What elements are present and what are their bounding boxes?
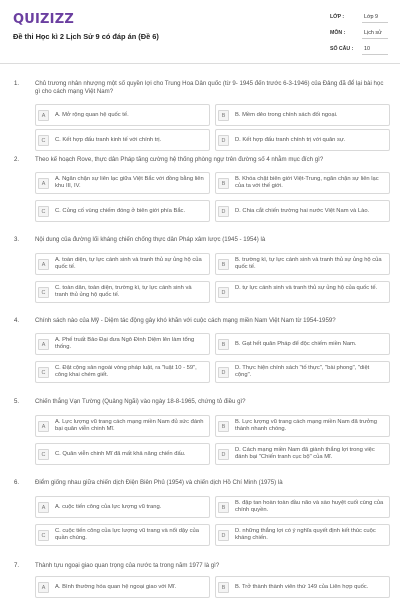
option-letter: A: [38, 582, 49, 593]
option-text: C. toàn dân, toàn diện, trường kì, tự lực cánh sinh và tranh thủ ủng hộ quốc tế.: [55, 285, 192, 299]
option-text: A. Bình thường hóa quan hệ ngoại giao với Mĩ.: [55, 584, 177, 590]
option-text: D. tự lực cánh sinh và tranh thủ sự ủng hộ của quốc tế.: [235, 285, 378, 291]
option-a[interactable]: [35, 415, 210, 437]
option-text: A. cuộc tiến công của lực lượng vũ trang.: [55, 504, 162, 510]
header-divider: [0, 63, 400, 64]
option-c[interactable]: [35, 361, 210, 383]
option-b[interactable]: [215, 576, 390, 598]
option-letter: B: [218, 259, 229, 270]
question-count-underline: [362, 54, 388, 55]
option-letter: A: [38, 502, 49, 513]
class-label: LỚP :: [330, 14, 345, 20]
question-number: 1.: [14, 80, 20, 87]
option-letter: A: [38, 259, 49, 270]
option-d[interactable]: [215, 200, 390, 222]
option-text: A. Mở rộng quan hệ quốc tế.: [55, 112, 129, 118]
question-count-label: SỐ CÂU :: [330, 46, 354, 52]
option-text: C. Đặt cộng sản ngoài vòng pháp luật, ra "luật 10 - 59", công khai chém giết.: [55, 365, 197, 379]
option-text: B. trường kì, tự lực cánh sinh và tranh thủ sự ủng hộ của quốc tế.: [235, 257, 382, 271]
option-a[interactable]: [35, 496, 210, 518]
option-c[interactable]: [35, 129, 210, 151]
option-text: C. Củng cố vùng chiếm đóng ở biên giới phía Bắc.: [55, 208, 186, 214]
question-text: Theo kế hoạch Rove, thực dân Pháp tăng cường hệ thống phòng ngự trên đường số 4 nhằm mục đích gì?: [35, 156, 324, 163]
option-text: B. Khóa chặt biên giới Việt-Trung, ngăn chặn sự liên lạc của ta với thế giới.: [235, 176, 379, 190]
question-number: 4.: [14, 317, 20, 324]
option-letter: B: [218, 582, 229, 593]
option-letter: D: [218, 449, 229, 460]
question-number: 7.: [14, 562, 20, 569]
option-text: C. Kết hợp đấu tranh kinh tế với chính trị.: [55, 137, 162, 143]
option-text: C. Quân viễn chinh Mĩ đã mất khả năng chiến đấu.: [55, 451, 186, 457]
option-text: A. Phế truất Bảo Đại đưa Ngô Đình Diệm lên làm tổng thống.: [55, 337, 195, 351]
question-text: Điểm giống nhau giữa chiến dịch Điện Biên Phủ (1954) và chiến dịch Hồ Chí Minh (1975) là: [35, 479, 283, 486]
option-letter: B: [218, 178, 229, 189]
option-letter: B: [218, 502, 229, 513]
option-b[interactable]: [215, 496, 390, 518]
option-text: C. cuộc tiến công của lực lượng vũ trang và nổi dậy của quần chúng.: [55, 528, 200, 542]
option-letter: B: [218, 339, 229, 350]
option-d[interactable]: [215, 443, 390, 465]
option-text: A. Ngăn chặn sự liên lạc giữa Việt Bắc với đồng bằng liên khu III, IV.: [55, 176, 204, 190]
option-text: A. Lực lượng vũ trang cách mạng miền Nam đủ sức đánh bại quân viễn chinh Mĩ.: [55, 419, 204, 433]
class-value: Lớp 9: [364, 14, 379, 20]
option-text: B. Lực lượng vũ trang cách mạng miền Nam đã trưởng thành nhanh chóng.: [235, 419, 378, 433]
option-c[interactable]: [35, 281, 210, 303]
option-c[interactable]: [35, 200, 210, 222]
subject-label: MÔN :: [330, 30, 346, 36]
question-number: 3.: [14, 236, 20, 243]
subject-underline: [362, 38, 388, 39]
option-a[interactable]: [35, 253, 210, 275]
option-letter: D: [218, 135, 229, 146]
option-a[interactable]: [35, 104, 210, 126]
option-text: B. đập tan hoàn toàn đầu não và sào huyệt cuối cùng của chính quyền.: [235, 500, 384, 514]
option-d[interactable]: [215, 524, 390, 546]
question-number: 6.: [14, 479, 20, 486]
option-text: D. Cách mạng miền Nam đã giành thắng lợi trong việc đánh bại "Chiến tranh cục bộ" của Mĩ.: [235, 447, 375, 461]
option-c[interactable]: [35, 524, 210, 546]
question-text: Nội dung của đường lối kháng chiến chống thực dân Pháp xâm lược (1945 - 1954) là: [35, 236, 266, 243]
option-letter: D: [218, 367, 229, 378]
option-letter: D: [218, 206, 229, 217]
option-d[interactable]: [215, 129, 390, 151]
option-b[interactable]: [215, 104, 390, 126]
option-d[interactable]: [215, 361, 390, 383]
option-letter: D: [218, 530, 229, 541]
question-text: Thành tựu ngoại giao quan trọng của nước ta trong năm 1977 là gì?: [35, 562, 220, 569]
option-b[interactable]: [215, 172, 390, 194]
option-letter: B: [218, 421, 229, 432]
option-c[interactable]: [35, 443, 210, 465]
option-b[interactable]: [215, 333, 390, 355]
option-text: B. Mềm dẻo trong chính sách đối ngoại.: [235, 112, 338, 118]
option-text: D. những thắng lợi có ý nghĩa quyết định kết thúc cuộc kháng chiến.: [235, 528, 376, 542]
option-text: D. Thực hiện chính sách "tố thực", "bài phong", "diệt cộng".: [235, 365, 370, 379]
subject-value: Lịch sử: [364, 30, 382, 36]
class-underline: [362, 22, 388, 23]
worksheet-header: [0, 0, 400, 62]
question-text: Chiến thắng Vạn Tường (Quảng Ngãi) vào ngày 18-8-1965, chứng tỏ điều gì?: [35, 398, 246, 405]
question-text: Chính sách nào của Mỹ - Diệm tác động gây khó khăn với cuộc cách mạng miền Nam Việt Nam từ 1954-1959?: [35, 317, 336, 324]
option-letter: C: [38, 287, 49, 298]
option-letter: C: [38, 206, 49, 217]
option-text: D. Chia cắt chiến trường hai nước Việt Nam và Lào.: [235, 208, 370, 214]
option-letter: B: [218, 110, 229, 121]
question-number: 2.: [14, 156, 20, 163]
worksheet-title: Đề thi Học kì 2 Lịch Sử 9 có đáp án (Đề 6): [13, 32, 159, 41]
quizizz-logo: QUIZIZZ: [13, 12, 74, 27]
option-letter: A: [38, 178, 49, 189]
option-letter: C: [38, 530, 49, 541]
option-d[interactable]: [215, 281, 390, 303]
option-text: D. Kết hợp đấu tranh chính trị với quân sự.: [235, 137, 346, 143]
option-b[interactable]: [215, 415, 390, 437]
option-letter: A: [38, 339, 49, 350]
option-letter: D: [218, 287, 229, 298]
option-letter: C: [38, 367, 49, 378]
question-count-value: 10: [364, 46, 370, 52]
option-letter: A: [38, 110, 49, 121]
option-a[interactable]: [35, 333, 210, 355]
option-text: B. Gạt hết quân Pháp để độc chiếm miền Nam.: [235, 341, 357, 347]
question-number: 5.: [14, 398, 20, 405]
option-letter: A: [38, 421, 49, 432]
option-text: B. Trở thành thành viên thứ 149 của Liên hợp quốc.: [235, 584, 369, 590]
option-letter: C: [38, 449, 49, 460]
option-letter: C: [38, 135, 49, 146]
option-a[interactable]: [35, 576, 210, 598]
option-b[interactable]: [215, 253, 390, 275]
option-text: A. toàn diện, tự lực cánh sinh và tranh thủ sự ủng hộ của quốc tế.: [55, 257, 202, 271]
option-a[interactable]: [35, 172, 210, 194]
question-text: Chủ trương nhân nhượng một số quyền lợi cho Trung Hoa Dân quốc (từ 9- 1945 đến trước 6-3-1946) của Đảng đã để lại bài học gì cho cách mạng Việt Nam?: [35, 80, 384, 96]
